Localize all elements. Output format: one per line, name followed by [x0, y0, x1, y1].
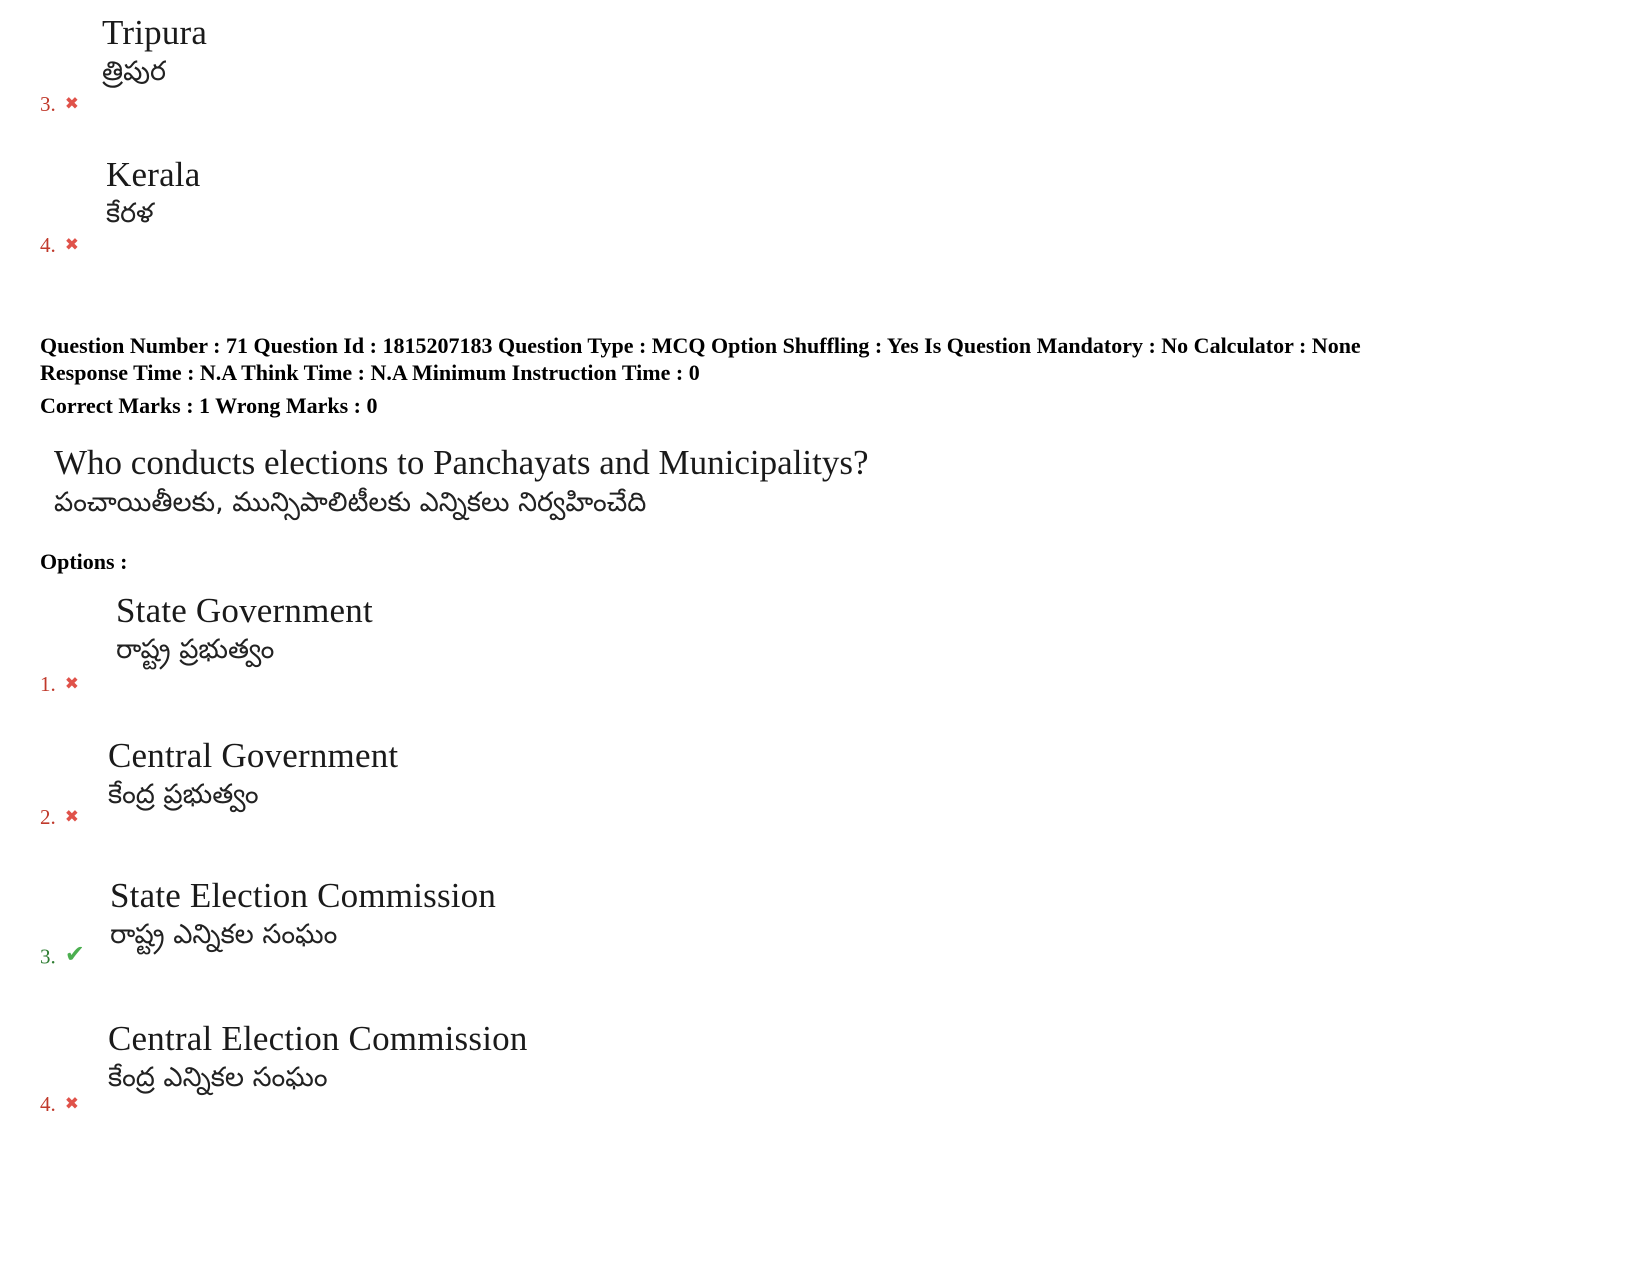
option-number-label: 3.: [40, 92, 56, 116]
option-text-te: కేరళ: [106, 198, 154, 229]
cross-icon: ✖: [64, 807, 79, 827]
option-number-4: [40, 1092, 79, 1117]
check-icon: ✔: [64, 942, 85, 968]
options-label: Options :: [40, 549, 128, 574]
option-text-en: Tripura: [102, 13, 208, 52]
option-number-label: 3.: [40, 944, 56, 969]
option-image-central-government: [108, 735, 398, 813]
option-number-2: [40, 805, 79, 830]
cross-icon: ✖: [64, 94, 79, 114]
option-text-te: రాష్ట్ర ఎన్నికల సంఘం: [110, 919, 338, 950]
option-text-te: కేంద్ర ప్రభుత్వం: [108, 779, 259, 810]
option-number-4: [40, 233, 79, 258]
option-image-tripura: [102, 12, 207, 90]
cross-icon: ✖: [64, 674, 79, 694]
option-image-kerala: [106, 154, 200, 232]
question-text-en: Who conducts elections to Panchayats and Municipalitys?: [54, 443, 869, 482]
option-text-en: Kerala: [106, 155, 201, 194]
option-image-state-government: [116, 590, 373, 668]
question-text-image: [54, 442, 869, 522]
option-text-en: Central Government: [108, 736, 399, 775]
option-text-te: రాష్ట్ర ప్రభుత్వం: [116, 634, 275, 665]
option-text-te: త్రిపుర: [102, 56, 167, 87]
option-number-label: 2.: [40, 805, 56, 829]
option-number-label: 4.: [40, 233, 56, 257]
option-text-en: State Government: [116, 591, 373, 630]
option-text-en: Central Election Commission: [108, 1019, 528, 1058]
question-text-te: పంచాయితీలకు, మున్సిపాలిటీలకు ఎన్నికలు నిర్వహించేది: [54, 487, 647, 518]
cross-icon: ✖: [64, 1094, 79, 1114]
option-number-3: [40, 92, 79, 117]
question-meta-line1: Question Number : 71 Question Id : 1815207183 Question Type : MCQ Option Shuffling : Yes Is Question Mandatory : No Calculator : None: [40, 333, 1361, 358]
option-text-en: State Election Commission: [110, 876, 497, 915]
question-meta-line2: Response Time : N.A Think Time : N.A Minimum Instruction Time : 0: [40, 360, 700, 385]
option-image-central-election-commission: [108, 1018, 528, 1096]
option-image-state-election-commission: [110, 875, 496, 953]
cross-icon: ✖: [64, 235, 79, 255]
option-number-label: 1.: [40, 672, 56, 696]
option-text-te: కేంద్ర ఎన్నికల సంఘం: [108, 1062, 328, 1093]
option-number-1: [40, 672, 79, 697]
option-number-label: 4.: [40, 1092, 56, 1116]
option-number-3-correct: [40, 944, 85, 973]
marks-line: Correct Marks : 1 Wrong Marks : 0: [40, 393, 378, 418]
